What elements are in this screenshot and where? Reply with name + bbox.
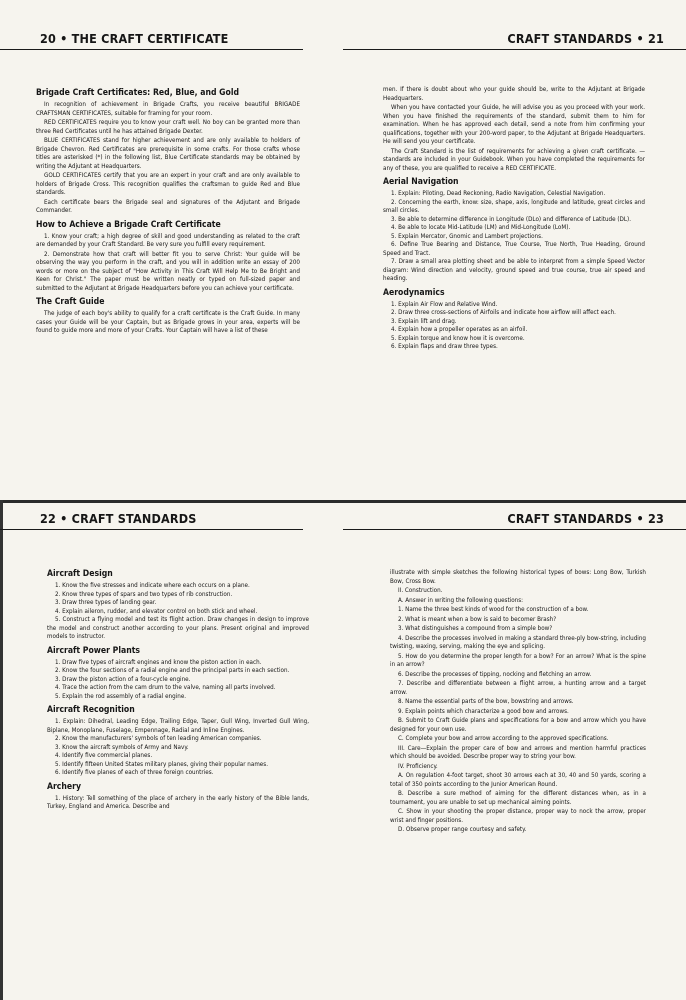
list-item: 2. Know the manufacturers' symbols of ten leading American companies. (55, 735, 262, 742)
requirements-list (47, 659, 309, 702)
list-item: III. Care—Explain the proper care of bow and arrows and mention harmful practices which should be avoided. Describe proper way to string your bow. (390, 744, 646, 760)
list-item: 2. What is meant when a bow is said to becomer Brash? (398, 615, 557, 623)
paragraph: When you have contacted your Guide, he will advise you as you proceed with your work. When you have finished the requirements of the standard, submit them to him for examination. When he has approved each detail, send a note from him confirming your qualifications, together with your 200-word paper, to the Adjutant at Brigade Headquarters. He will send you your certificate. (383, 104, 645, 145)
paragraph: RED CERTIFICATES require you to know your craft well. No boy can be granted more than three Red Certificates until he has attained Brigade Dexter. (36, 119, 300, 135)
paragraph: Each certificate bears the Brigade seal and signatures of the Adjutant and Brigade Commander. (36, 198, 300, 214)
list-item: 5. Explain torque and know how it is overcome. (391, 334, 525, 342)
paragraph: BLUE CERTIFICATES stand for higher achievement and are only available to holders of Brigade Chevron. Red Certificates are prerequisite in some crafts. For those crafts whose titles are asterisked (*) in the following list, Blue Certificate standards may be obtained by writing the Adjutant at Headquarters. (36, 137, 300, 170)
list-item: D. Observe proper range courtesy and safety. (398, 826, 527, 833)
running-header-page-20: 20 • THE CRAFT CERTIFICATE (0, 28, 303, 50)
list-item: 2. Know three types of spars and two types of rib construction. (55, 590, 233, 598)
paragraph: men. If there is doubt about who your guide should be, write to the Adjutant at Brigade Headquarters. (383, 86, 645, 102)
list-item: 6. Define True Bearing and Distance, True Course, True North, True Heading, Ground Speed and Tract. (383, 241, 645, 257)
paragraph: In recognition of achievement in Brigade Crafts, you receive beautiful BRIGADE CRAFTSMAN CERTIFICATES, suitable for framing for your room. (36, 101, 300, 117)
section-heading-aircraft-power-plants: Aircraft Power Plants (47, 645, 141, 656)
paragraph: illustrate with simple sketches the following historical types of bows: Long Bow, Turkish Bow, Cross Bow. (390, 569, 646, 585)
text-column-page-20 (36, 88, 300, 337)
list-item: II. Construction. (398, 587, 443, 594)
requirements-list (47, 718, 309, 778)
section-heading-aircraft-recognition: Aircraft Recognition (47, 705, 135, 715)
paragraph: 1. Know your craft; a high degree of skill and good understanding as related to the craft are demanded by your Craft Standard. Be very sure you fulfill every requirement. (36, 232, 300, 248)
requirements-list (383, 190, 645, 284)
list-item: 3. Draw the piston action of a four-cycle engine. (55, 675, 191, 683)
list-item: 7. Draw a small area plotting sheet and be able to interpret from a simple Speed Vector diagram: Wind direction and velocity, ground speed and true course, true air speed and heading. (383, 258, 645, 282)
page-20 (0, 0, 343, 500)
requirements-list (47, 582, 309, 642)
list-item: 5. Explain Mercator, Gnomic and Lambert projections. (391, 232, 543, 240)
list-item: B. Submit to Craft Guide plans and specifications for a bow and arrow which you have designed for your own use. (390, 717, 646, 733)
list-item: A. Answer in writing the following questions: (398, 596, 524, 604)
text-column-page-21 (383, 86, 645, 352)
section-heading-craft-guide: The Craft Guide (36, 297, 105, 307)
list-item: 9. Explain points which characterize a good bow and arrows. (398, 707, 569, 715)
list-item: IV. Proficiency. (398, 762, 438, 770)
list-item: 1. Draw five types of aircraft engines and know the piston action in each. (55, 658, 262, 666)
page-22 (0, 500, 343, 1000)
list-item: C. Complete your bow and arrow according to the approved specifications. (398, 735, 609, 742)
list-item: 5. Construct a flying model and test its flight action. Draw changes in design to improve the model and construct another according to your plans. Present original and improved models to instructor. (47, 616, 309, 640)
list-item: 3. Draw three types of landing gear. (55, 599, 157, 606)
list-item: 1. Explain Air Flow and Relative Wind. (391, 300, 498, 308)
section-heading-aircraft-design: Aircraft Design (47, 569, 113, 579)
list-item: 5. Explain the rod assembly of a radial engine. (55, 692, 187, 700)
list-item: 2. Know the four sections of a radial engine and the principal parts in each section. (55, 667, 290, 674)
list-item: 1. Explain: Dihedral, Leading Edge, Trailing Edge, Taper, Gull Wing, Inverted Gull Wing, Biplane, Monoplane, Fuselage, Empennage, Radial and Inline Engines. (47, 718, 309, 734)
section-heading-how-to-achieve: How to Achieve a Brigade Craft Certificate (36, 219, 221, 230)
list-item: 4. Explain how a propeller operates as an airfoil. (391, 326, 528, 333)
list-item: 2. Concerning the earth, know: size, shape, axis, longitude and latitude, great circles and small circles. (383, 198, 645, 214)
paragraph: The judge of each boy's ability to qualify for a craft certificate is the Craft Guide. In many cases your Guide will be your Captain, but as Brigade grows in your area, experts will be found to guide more and more of your Crafts. Your Captain will have a list of these (36, 310, 300, 334)
running-header-page-22: 22 • CRAFT STANDARDS (0, 508, 303, 530)
list-item: 6. Identify five planes of each of three foreign countries. (55, 769, 214, 776)
list-item: 4. Identify five commercial planes. (55, 752, 153, 759)
text-column-page-23 (390, 569, 646, 836)
list-item: 1. History: Tell something of the place of archery in the early history of the Bible lands, Turkey, England and America. Describe and (47, 794, 309, 810)
section-heading-aerial-navigation: Aerial Navigation (383, 177, 459, 187)
section-heading-certificates: Brigade Craft Certificates: Red, Blue, and Gold (36, 88, 240, 98)
text-column-page-22 (47, 569, 309, 812)
page-23 (343, 500, 686, 1000)
list-item: 4. Describe the processes involved in making a standard three-ply bow-string, including twisting, waxing, serving, making the eye and splicing. (390, 634, 646, 650)
list-item: 3. What distinguishes a compound from a simple bow? (398, 625, 553, 632)
page-21 (343, 0, 686, 500)
requirements-list (47, 795, 309, 812)
list-item: 8. Name the essential parts of the bow, bowstring and arrows. (398, 698, 574, 705)
list-item: 7. Describe and differentiate between a flight arrow, a hunting arrow and a target arrow. (390, 680, 646, 696)
requirements-list (383, 301, 645, 352)
running-header-page-21: CRAFT STANDARDS • 21 (343, 28, 686, 50)
list-item: C. Show in your shooting the proper distance, proper way to nock the arrow, proper wrist and finger positions. (390, 808, 646, 824)
list-item: 2. Draw three cross-sections of Airfoils and indicate how airflow will affect each. (391, 309, 616, 316)
list-item: 6. Explain flaps and draw three types. (391, 343, 498, 350)
list-item: 5. How do you determine the proper length for a bow? For an arrow? What is the spine in an arrow? (390, 652, 646, 668)
section-heading-aerodynamics: Aerodynamics (383, 287, 445, 298)
section-heading-archery: Archery (47, 781, 81, 792)
list-item: B. Describe a sure method of aiming for the different distances when, as in a tournament, you are unable to set up mechanical aiming points. (390, 790, 646, 806)
list-item: 1. Explain: Piloting, Dead Reckoning, Radio Navigation, Celestial Navigation. (391, 190, 606, 197)
list-item: 5. Identify fifteen United States military planes, giving their popular names. (55, 760, 268, 768)
list-item: 1. Know the five stresses and indicate where each occurs on a plane. (55, 582, 250, 589)
paragraph: 2. Demonstrate how that craft will better fit you to serve Christ: Your guide will be observing the way you perform in the craft, and you will in addition write an essay of 200 words or more on the subject of "How Activity in This Craft Will Help Me to Be Bright and Keen for Christ." The paper must be written neatly or typed on full-sized paper and submitted to the Adjutant at Brigade Headquarters before you can achieve your certificate. (36, 250, 300, 292)
paragraph: The Craft Standard is the list of requirements for achieving a given craft certificate. — standards are included in your Guidebook. When you have completed the requirements for any of these, you are qualified to receive a RED CERTIFICATE. (383, 147, 645, 172)
list-item: 4. Trace the action from the cam drum to the valve, naming all parts involved. (55, 684, 276, 691)
list-item: 4. Be able to locate Mid-Latitude (LM) and Mid-Longitude (LoM). (391, 224, 571, 231)
running-header-page-23: CRAFT STANDARDS • 23 (343, 508, 686, 530)
list-item: 3. Explain lift and drag. (391, 317, 457, 325)
list-item: 3. Know the aircraft symbols of Army and Navy. (55, 743, 189, 751)
list-item: 3. Be able to determine difference in Longitude (DLo) and difference of Latitude (DL). (391, 215, 632, 223)
list-item: A. On regulation 4-foot target, shoot 30 arrows each at 30, 40 and 50 yards, scoring a total of 350 points according to the Junior American Round. (390, 772, 646, 788)
paragraph: GOLD CERTIFICATES certify that you are an expert in your craft and are only available to holders of Brigade Cross. This recognition qualifies the craftsman to guide Red and Blue standards. (36, 172, 300, 196)
list-item: 6. Describe the processes of tipping, nocking and fletching an arrow. (398, 670, 592, 678)
list-item: 1. Name the three best kinds of wood for the construction of a bow. (398, 606, 589, 613)
list-item: 4. Explain aileron, rudder, and elevator control on both stick and wheel. (55, 607, 258, 615)
